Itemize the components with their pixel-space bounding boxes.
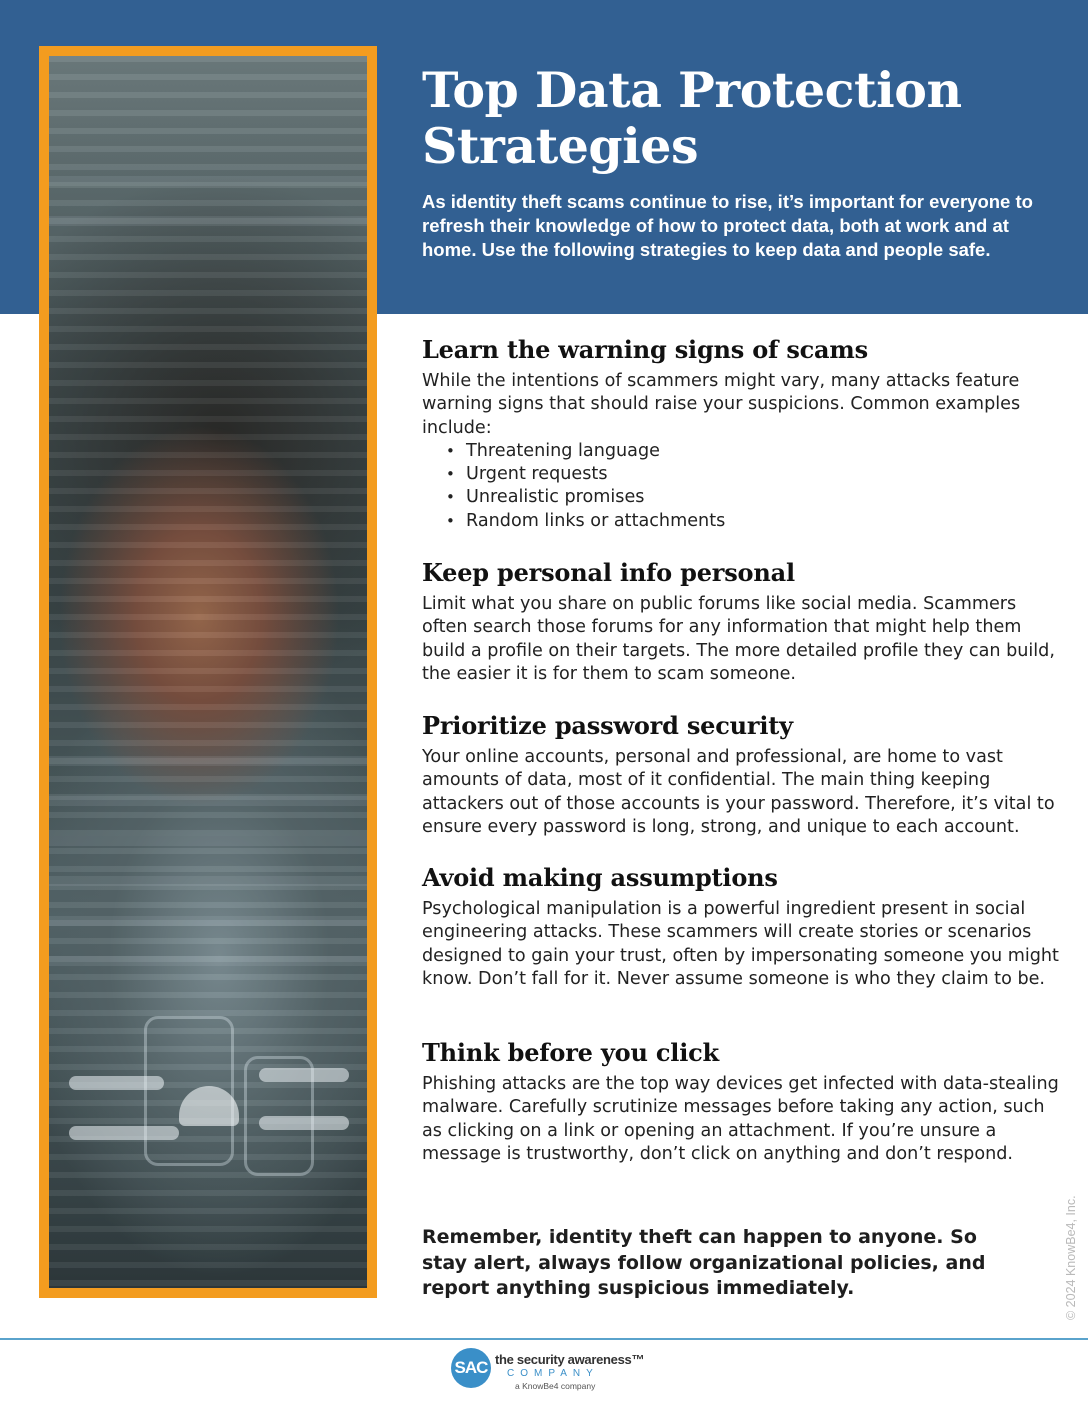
section-password-security <box>422 710 1067 839</box>
section-body: Phishing attacks are the top way devices get infected with data-stealing malware. Carefully scrutinize messages before taking any action, such as clicking on a link or opening an attachment. If you’re unsure a message is trustworthy, don’t click on anything and don’t respond. <box>422 1074 1059 1164</box>
list-item: • Urgent requests <box>446 463 1067 486</box>
section-body: While the intentions of scammers might vary, many attacks feature warning signs that should raise your suspicions. Common examples include: <box>422 371 1021 438</box>
copyright-notice: © 2024 KnowBe4, Inc. <box>1064 1195 1078 1320</box>
warning-signs-list <box>446 440 1067 533</box>
section-heading: Avoid making assumptions <box>422 863 778 892</box>
list-item: • Unrealistic promises <box>446 486 1067 509</box>
section-think-before-click <box>422 1037 1067 1166</box>
section-body: Your online accounts, personal and professional, are home to vast amounts of data, most of it confidential. The main thing keeping attackers out of those accounts is your password. Therefore, it’s vital to ensure every password is long, strong, and unique to each account. <box>422 747 1055 837</box>
section-heading: Think before you click <box>422 1038 719 1067</box>
section-body: Limit what you share on public forums like social media. Scammers often search those forums for any information that might help them build a profile on their targets. The more detailed profile they can build, the easier it is for them to scam someone. <box>422 594 1055 684</box>
sac-logo-icon: SAC <box>451 1348 491 1388</box>
section-heading: Prioritize password security <box>422 711 793 740</box>
list-item: • Random links or attachments <box>446 510 1067 533</box>
company-logo <box>451 1348 651 1396</box>
section-personal-info <box>422 557 1067 686</box>
woman-at-computer-photo <box>49 56 367 1288</box>
footer-divider <box>0 1338 1088 1340</box>
intro-paragraph: As identity theft scams continue to rise, it’s important for everyone to refresh their knowledge of how to protect data, both at work and at home. Use the following strategies to keep data and people safe. <box>422 191 1033 260</box>
logo-subtitle: a KnowBe4 company <box>515 1381 596 1391</box>
section-warning-signs <box>422 334 1067 533</box>
list-item: • Threatening language <box>446 440 1067 463</box>
logo-company: COMPANY <box>507 1368 599 1379</box>
closing-reminder: Remember, identity theft can happen to anyone. So stay alert, always follow organizational policies, and report anything suspicious immediately. <box>422 1226 986 1299</box>
photo-frame <box>39 46 377 1298</box>
section-heading: Learn the warning signs of scams <box>422 335 868 364</box>
logo-name: the security awareness™ <box>495 1352 645 1367</box>
section-heading: Keep personal info personal <box>422 558 795 587</box>
page-title: Top Data Protection Strategies <box>422 61 962 175</box>
section-assumptions <box>422 862 1067 991</box>
section-body: Psychological manipulation is a powerful ingredient present in social engineering attacks. These scammers will create stories or scenarios designed to gain your trust, often by impersonating someone you might know. Don’t fall for it. Never assume someone is who they claim to be. <box>422 899 1059 989</box>
